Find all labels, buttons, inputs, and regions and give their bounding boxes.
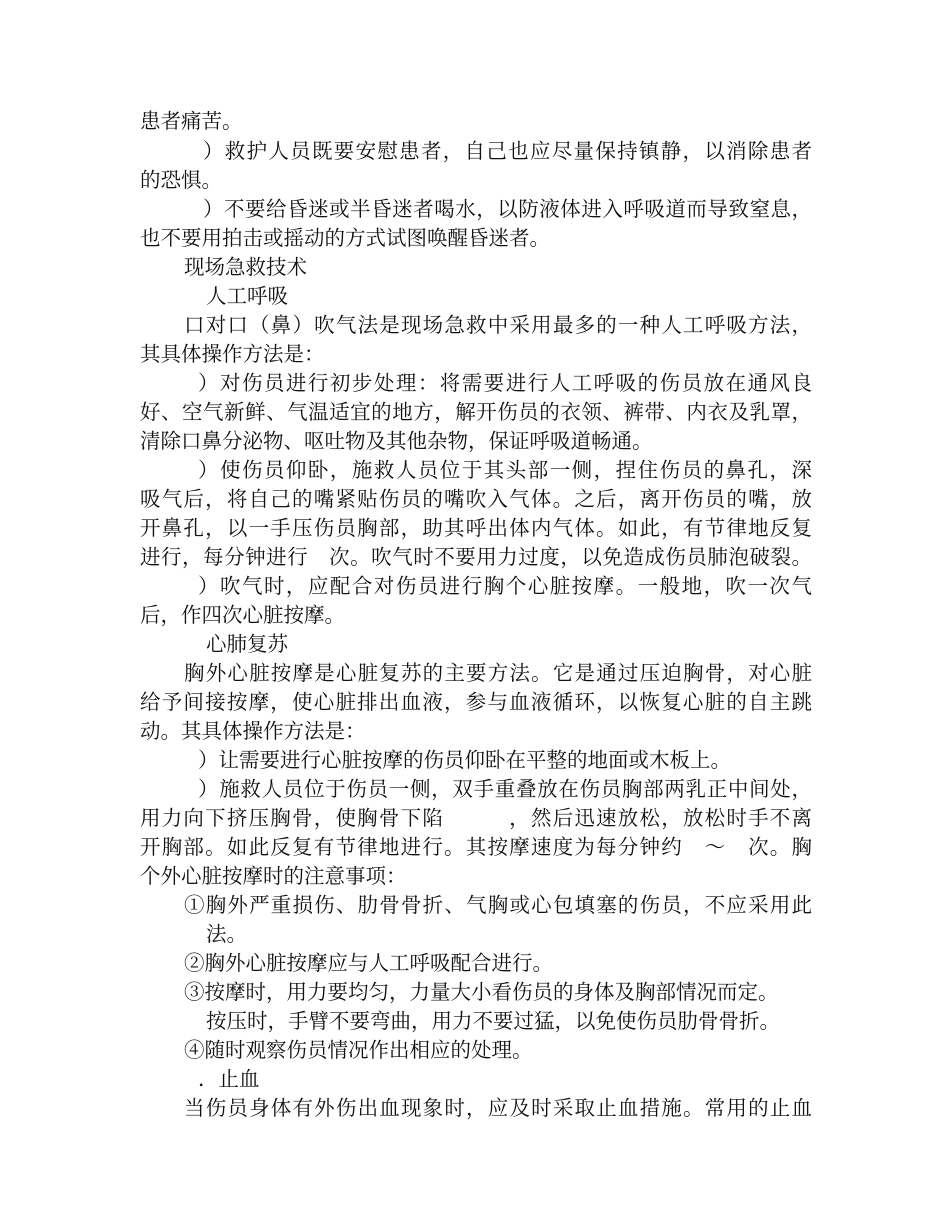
list-item-continuation: 按压时，手臂不要弯曲，用力不要过猛，以免使伤员肋骨骨折。 (206, 1009, 780, 1033)
text-line: ）不要给昏迷或半昏迷者喝水，以防液体进入呼吸道而导致窒息， (203, 197, 812, 221)
text-line: ）对伤员进行初步处理：将需要进行人工呼吸的伤员放在通风良 (198, 371, 812, 395)
text-line: 其具体操作方法是： (140, 342, 325, 366)
section-heading: 现场急救技术 (184, 255, 307, 279)
list-item: ①胸外严重损伤、肋骨骨折、气胸或心包填塞的伤员，不应采用此 (184, 893, 812, 917)
subsection-heading: 心肺复苏 (206, 632, 288, 656)
text-line: 患者痛苦。 (140, 109, 243, 133)
text-line: 的恐惧。 (140, 168, 222, 192)
list-item: ③按摩时，用力要均匀，力量大小看伤员的身体及胸部情况而定。 (184, 980, 779, 1004)
text-line: 口对口（鼻）吹气法是现场急救中采用最多的一种人工呼吸方法， (184, 313, 812, 337)
text-line: ）让需要进行心脏按摩的伤员仰卧在平整的地面或木板上。 (198, 748, 731, 772)
text-line: 后，作四次心脏按摩。 (140, 603, 345, 627)
text-line: 动。其具体操作方法是： (140, 719, 366, 743)
text-line: 好、空气新鲜、气温适宜的地方，解开伤员的衣领、裤带、内衣及乳罩， (140, 400, 812, 424)
subsection-heading: ．止血 (198, 1067, 260, 1091)
text-line: 吸气后，将自己的嘴紧贴伤员的嘴吹入气体。之后，离开伤员的嘴，放 (140, 487, 812, 511)
text-line: 当伤员身体有外伤出血现象时，应及时采取止血措施。常用的止血 (184, 1096, 812, 1120)
text-line: 清除口鼻分泌物、呕吐物及其他杂物，保证呼吸道畅通。 (140, 429, 653, 453)
text-line: 开胸部。如此反复有节律地进行。其按摩速度为每分钟约 ～ 次。胸 (140, 835, 812, 859)
text-line: 给予间接按摩，使心脏排出血液，参与血液循环，以恢复心脏的自主跳 (140, 690, 812, 714)
text-line: ）吹气时，应配合对伤员进行胸个心脏按摩。一般地，吹一次气 (198, 574, 812, 598)
text-line: 进行，每分钟进行 次。吹气时不要用力过度，以免造成伤员肺泡破裂。 (140, 545, 812, 569)
text-line: 用力向下挤压胸骨，使胸骨下陷 ，然后迅速放松，放松时手不离 (140, 806, 812, 830)
text-line: 也不要用拍击或摇动的方式试图唤醒昏迷者。 (140, 226, 550, 250)
text-line: ）使伤员仰卧，施救人员位于其头部一侧，捏住伤员的鼻孔，深 (198, 458, 812, 482)
text-line: 开鼻孔，以一手压伤员胸部，助其呼出体内气体。如此，有节律地反复 (140, 516, 812, 540)
text-line: ）救护人员既要安慰患者，自己也应尽量保持镇静，以消除患者 (203, 139, 812, 163)
list-item: ④随时观察伤员情况作出相应的处理。 (184, 1038, 533, 1062)
text-line: ）施救人员位于伤员一侧，双手重叠放在伤员胸部两乳正中间处， (198, 777, 812, 801)
list-item: ②胸外心脏按摩应与人工呼吸配合进行。 (184, 951, 553, 975)
text-line: 个外心脏按摩时的注意事项： (140, 864, 407, 888)
text-line: 胸外心脏按摩是心脏复苏的主要方法。它是通过压迫胸骨，对心脏 (184, 661, 812, 685)
subsection-heading: 人工呼吸 (206, 284, 288, 308)
list-item-continuation: 法。 (206, 922, 247, 946)
